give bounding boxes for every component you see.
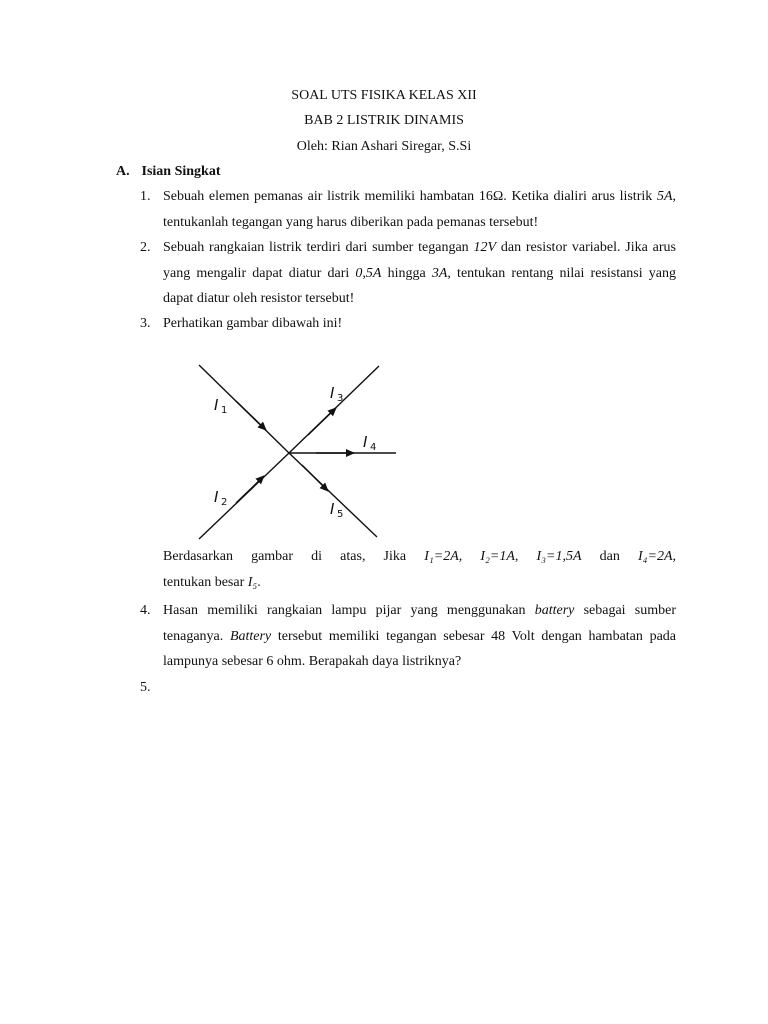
note-line-2	[163, 570, 676, 596]
chapter-title: BAB 2 LISTRIK DINAMIS	[304, 113, 464, 128]
label-i4-sub: 4	[370, 442, 377, 453]
emphasis-battery: battery	[534, 603, 575, 618]
text-segment: dan	[599, 549, 620, 564]
math-current: 5A	[656, 189, 673, 204]
author-line: Oleh: Rian Ashari Siregar, S.Si	[296, 139, 472, 154]
question-2	[140, 235, 676, 312]
text-segment: Sebuah rangkaian listrik terdiri dari sumber tegangan	[163, 240, 469, 255]
label-i1-sub: 1	[221, 405, 228, 416]
text-segment: hingga	[387, 265, 426, 281]
math-i2: I₂=1A,	[480, 549, 519, 564]
text-segment: , tentukanlah tegangan yang harus diberikan pada pemanas tersebut!	[163, 189, 676, 230]
text-segment: , tentukan rentang nilai resistansi yang dapat diatur oleh resistor tersebut!	[163, 265, 676, 306]
text-segment: .	[257, 574, 261, 590]
question-text	[163, 598, 676, 675]
text-segment: sebagai sumber tenaganya.	[163, 603, 677, 644]
text-segment: atas,	[340, 549, 366, 564]
math-resistance: 16Ω	[478, 189, 504, 204]
section-letter: A.	[116, 164, 130, 179]
current-junction-diagram	[196, 362, 406, 542]
text-segment: Hasan memiliki rangkaian lampu pijar yang menggunakan	[163, 603, 526, 618]
section-title: Isian Singkat	[141, 164, 221, 179]
math-i1: I₁=2A,	[424, 549, 463, 564]
text-segment: tersebut memiliki tegangan sebesar 48 Volt dengan hambatan pada lampunya sebesar 6 ohm. Berapakah daya listriknya?	[163, 628, 677, 669]
question-number: 1.	[140, 189, 151, 204]
question-text	[163, 184, 676, 235]
label-i3-sub: 3	[337, 393, 344, 404]
text-segment: dan resistor variabel. Jika arus yang mengalir dapat diatur dari	[163, 240, 676, 281]
question-number: 3.	[140, 316, 151, 331]
math-i4: I₄=2A,	[637, 549, 676, 564]
question-text	[163, 235, 676, 312]
label-i2: I	[214, 488, 219, 506]
math-i5: I₅	[247, 574, 258, 590]
label-i1: I	[214, 396, 219, 414]
text-segment: tentukan besar	[163, 574, 245, 590]
math-i3: I₃=1,5A	[536, 549, 582, 564]
question-4	[140, 598, 676, 675]
question-number: 4.	[140, 603, 151, 618]
text-segment: . Ketika dialiri arus listrik	[503, 189, 653, 204]
question-3	[140, 311, 676, 337]
text-segment: Berdasarkan	[163, 549, 233, 564]
label-i2-sub: 2	[221, 497, 228, 508]
math-voltage: 12V	[473, 240, 497, 255]
question-3-note	[163, 544, 676, 595]
question-number: 5.	[140, 680, 151, 695]
label-i5-sub: 5	[337, 509, 344, 520]
emphasis-battery: Battery	[229, 628, 272, 644]
text-segment: Jika	[383, 549, 407, 564]
label-i5: I	[330, 500, 335, 518]
text-segment: di	[311, 549, 323, 564]
label-i3: I	[330, 384, 335, 402]
question-1	[140, 184, 676, 235]
math-current-max: 3A	[431, 265, 448, 281]
arrow-i2	[236, 476, 264, 503]
label-i4: I	[363, 433, 368, 451]
arrow-i5	[302, 465, 328, 491]
text-segment: Sebuah elemen pemanas air listrik memiliki hambatan	[163, 189, 475, 204]
note-line-1	[163, 544, 676, 570]
arrow-i1	[236, 401, 266, 430]
section-heading	[116, 164, 220, 180]
math-current-min: 0,5A	[355, 265, 382, 281]
exam-title: SOAL UTS FISIKA KELAS XII	[291, 88, 477, 103]
question-number: 2.	[140, 240, 151, 255]
arrow-i3	[308, 408, 336, 435]
text-segment: gambar	[251, 549, 294, 564]
question-text: Perhatikan gambar dibawah ini!	[163, 316, 343, 331]
